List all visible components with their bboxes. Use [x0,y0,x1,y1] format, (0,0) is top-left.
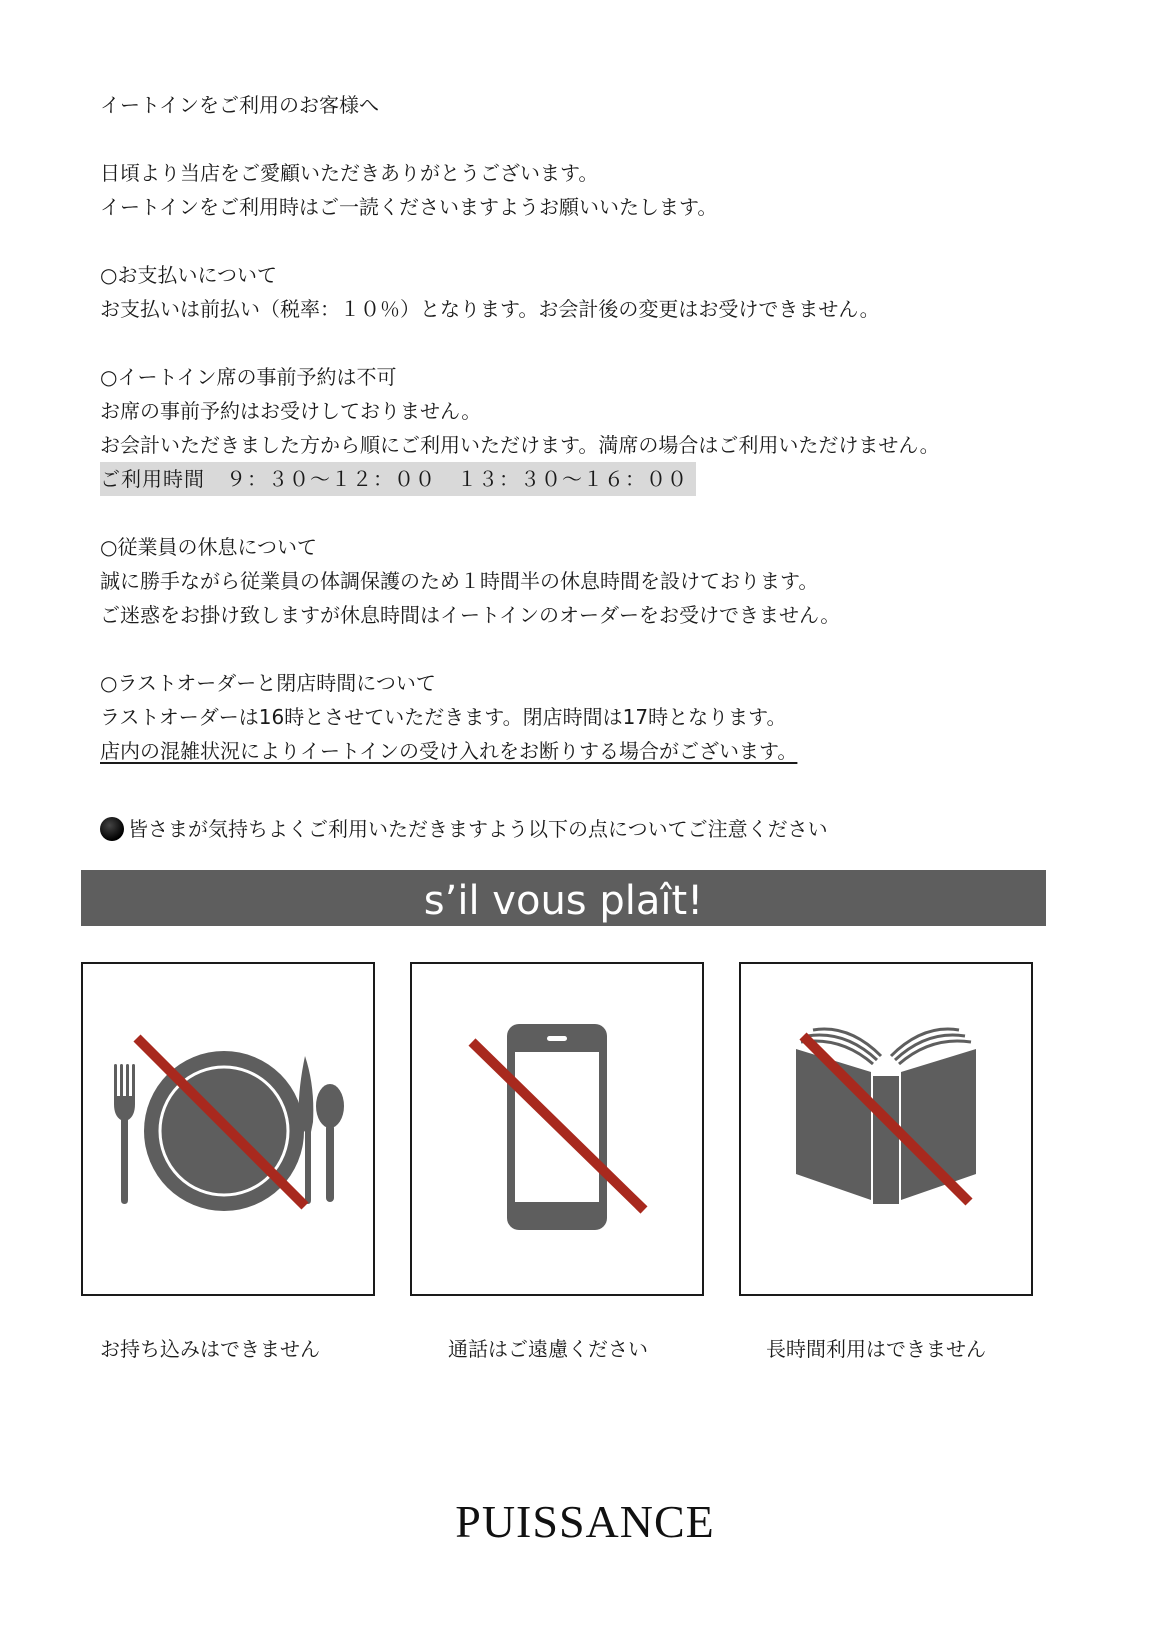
staff-break-line-2: ご迷惑をお掛け致しますが休息時間はイートインのオーダーをお受けできません。 [100,603,841,627]
rule-panel-no-phone [410,962,704,1296]
notice-body [100,88,1060,846]
opening-hours: ご利用時間 ９：３０～１２：００ １３：３０～１６：００ [100,462,696,496]
no-phone-call-icon [412,964,702,1294]
rule-caption-no-food: お持ち込みはできません [100,1337,320,1361]
no-long-stay-icon [741,964,1031,1294]
brand-logo: PUISSANCE [455,1496,715,1547]
reservation-heading: ○イートイン席の事前予約は不可 [100,365,397,389]
intro-line-1: 日頃より当店をご愛顧いただきありがとうございます。 [100,161,599,185]
rule-caption-no-phone: 通話はご遠慮ください [448,1337,648,1361]
rule-caption-no-long-stay: 長時間利用はできません [766,1337,986,1361]
caution-line [100,812,1060,846]
greeting: イートインをご利用のお客様へ [100,93,379,117]
reservation-line-2: お会計いただきました方から順にご利用いただけます。満席の場合はご利用いただけません。 [100,433,940,457]
staff-break-line-1: 誠に勝手ながら従業員の体調保護のため１時間半の休息時間を設けております。 [100,569,819,593]
black-circle-icon [100,817,124,841]
payment-line-1: お支払いは前払い（税率：１０％）となります。お会計後の変更はお受けできません。 [100,297,880,321]
intro-line-2: イートインをご利用時はご一読くださいますようお願いいたします。 [100,195,718,219]
last-order-line-2: 店内の混雑状況によりイートインの受け入れをお断りする場合がございます。 [100,739,798,763]
rule-panel-no-long-stay [739,962,1033,1296]
staff-break-heading: ○従業員の休息について [100,535,318,559]
no-outside-food-icon [83,964,373,1294]
payment-heading: ○お支払いについて [100,263,278,287]
caution-text: 皆さまが気持ちよくご利用いただきますよう以下の点についてご注意ください [128,817,828,841]
last-order-heading: ○ラストオーダーと閉店時間について [100,671,436,695]
rule-panel-no-food [81,962,375,1296]
banner: s’il vous plaît! [81,870,1046,926]
reservation-line-1: お席の事前予約はお受けしておりません。 [100,399,482,423]
last-order-line-1: ラストオーダーは16時とさせていただきます。閉店時間は17時となります。 [100,705,787,729]
